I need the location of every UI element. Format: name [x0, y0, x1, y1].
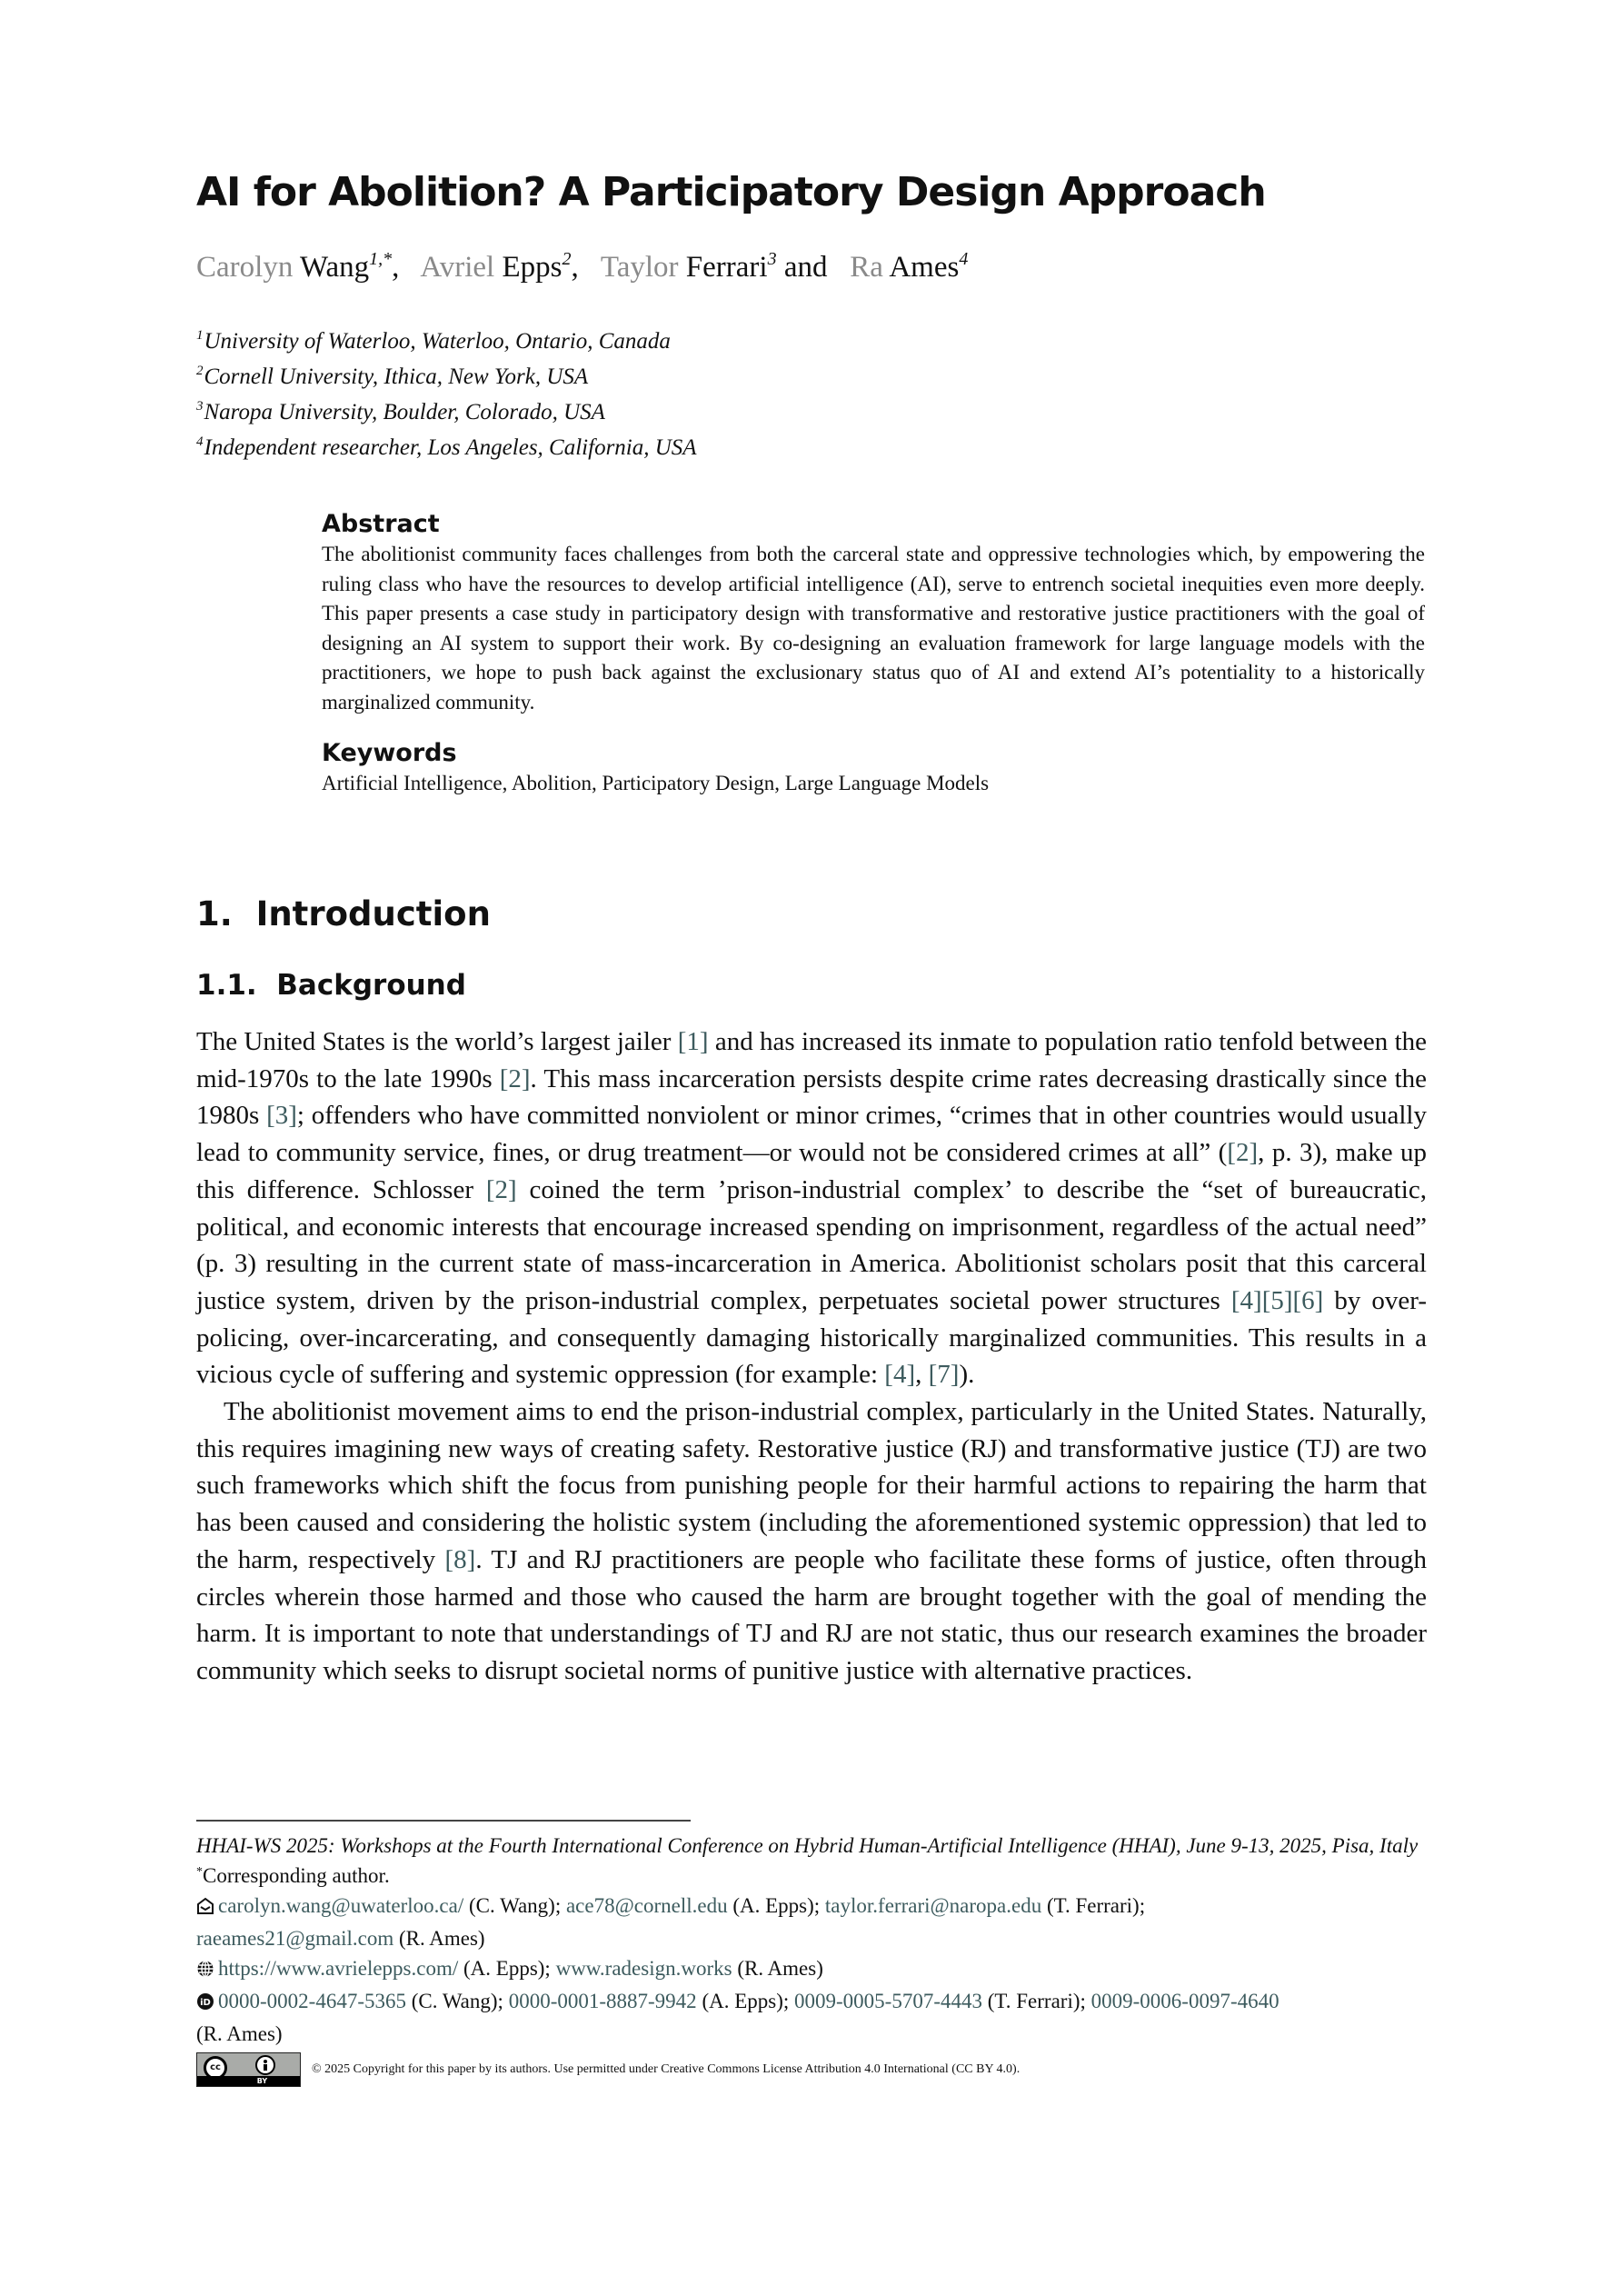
- author: Taylor Ferrari$^3$ and: [600, 249, 842, 284]
- email-link[interactable]: raeames21@gmail.com: [196, 1927, 394, 1950]
- citation-link[interactable]: [1]: [677, 1027, 709, 1056]
- orcid-link[interactable]: 0000-0001-8887-9942: [508, 1990, 697, 2012]
- author: Avriel Epps$^2$,: [420, 249, 594, 284]
- affiliations: [196, 324, 697, 465]
- citation-link[interactable]: [3]: [266, 1101, 297, 1131]
- affiliation: $^3$Naropa University, Boulder, Colorado, USA: [196, 399, 605, 424]
- by-label: BY: [197, 2076, 300, 2086]
- subsection-heading: 1.1. Background: [196, 969, 466, 1002]
- keywords-heading: Keywords: [322, 739, 457, 767]
- author: Carolyn Wang$^{1,*}$,: [196, 249, 414, 284]
- citation-link[interactable]: [8]: [444, 1544, 476, 1574]
- citation-link[interactable]: [2]: [1227, 1138, 1259, 1168]
- paragraph: The abolitionist movement aims to end the prison-industrial complex, particularly in the United States. Naturally, this requires imagining new ways of creating safety. Restorative justice (RJ) and transformative justice (TJ) are two such frameworks which shift the focus from punishing people for their harmful actions to repairing the harm that has been caused and considering the holistic system (including the aforementioned systemic oppression) that led to the harm, respectively [8]. TJ and RJ practitioners are people who facilitate these forms of justice, often through circles wherein those harmed and those who caused the harm are brought together with the goal of mending the harm. It is important to note that understandings of TJ and RJ are not static, thus our research examines the broader community which seeks to disrupt societal norms of punitive justice with alternative practices.: [196, 1397, 1427, 1685]
- author: Ra Ames$^4$: [850, 249, 969, 284]
- citation-link[interactable]: [5]: [1261, 1285, 1293, 1315]
- citation-link[interactable]: [4]: [1230, 1285, 1262, 1315]
- email-line: carolyn.wang@uwaterloo.ca/ (C. Wang); ace78@cornell.edu (A. Epps); taylor.ferrari@naropa.edu (T. Ferrari); raeames21@gmail.com (R. Ames): [196, 1894, 1150, 1950]
- orcid-icon: [196, 1989, 214, 2019]
- author-list: [196, 251, 968, 285]
- paragraph: The United States is the world’s largest jailer [1] and has increased its inmate to population ratio tenfold between the mid-1970s to the late 1990s [2]. This mass incarceration persists despite crime rates decreasing drastically since the 1980s [3]; offenders who have committed nonviolent or minor crimes, “crimes that in other countries would usually lead to community service, fines, or drug treatment—or would not be considered crimes at all” ([2], p. 3), make up this difference. Schlosser [2] coined the term ’prison-industrial complex’ to describe the “set of bureaucratic, political, and economic interests that encourage increased spending on imprisonment, regardless of the actual need” (p. 3) resulting in the current state of mass-incarceration in America. Abolitionist scholars posit that this carceral justice system, driven by the prison-industrial complex, perpetuates societal power structures [4][5][6] by over-policing, over-incarcerating, and consequently damaging historically marginalized communities. This results in a vicious cycle of suffering and systemic oppression (for example: [4], [7]).: [196, 1027, 1428, 1390]
- attribution-person-icon: [255, 2055, 275, 2075]
- affiliation: $^4$Independent researcher, Los Angeles, California, USA: [196, 434, 697, 460]
- citation-link[interactable]: [6]: [1292, 1285, 1324, 1315]
- svg-text:iD: iD: [200, 1998, 211, 2008]
- email-link[interactable]: ace78@cornell.edu: [565, 1894, 728, 1917]
- website-link[interactable]: www.radesign.works: [555, 1957, 732, 1980]
- corresponding-note: *Corresponding author.: [196, 1864, 390, 1887]
- abstract-text: The abolitionist community faces challenges from both the carceral state and oppressive technologies which, by empowering the ruling class who have the resources to develop artificial intelligence (AI), serve to entrench societal inequities even more deeply. This paper presents a case study in participatory design with transformative and restorative justice practitioners with the goal of designing an AI system to support their work. By co-designing an evaluation framework for large language models with the practitioners, we hope to push back against the exclusionary status quo of AI and extend AI’s potentiality to a historically marginalized community.: [322, 543, 1425, 714]
- orcid-line: iD 0000-0002-4647-5365 (C. Wang); 0000-0001-8887-9942 (A. Epps); 0009-0005-5707-4443 (T. Ferrari); 0009-0006-0097-4640 (R. Ames): [196, 1990, 1279, 2045]
- cc-by-badge-icon: [196, 2052, 301, 2087]
- license-line: [196, 2052, 1427, 2087]
- abstract-heading: Abstract: [322, 510, 440, 538]
- keywords-text: Artificial Intelligence, Abolition, Participatory Design, Large Language Models: [322, 772, 990, 794]
- paper-title: AI for Abolition? A Participatory Design Approach: [196, 169, 1266, 215]
- affiliation: $^2$Cornell University, Ithica, New York, USA: [196, 364, 589, 389]
- website-link[interactable]: https://www.avrielepps.com/: [218, 1957, 459, 1980]
- envelope-icon: [196, 1893, 214, 1923]
- email-link[interactable]: taylor.ferrari@naropa.edu: [824, 1894, 1042, 1917]
- globe-icon: [196, 1956, 214, 1986]
- abstract: [322, 509, 1425, 717]
- venue-note: HHAI-WS 2025: Workshops at the Fourth International Conference on Hybrid Human-Artificial Intelligence (HHAI), June 9-13, 2025, Pisa, Italy: [196, 1834, 1419, 1857]
- citation-link[interactable]: [4]: [884, 1360, 916, 1390]
- citation-link[interactable]: [2]: [499, 1063, 531, 1093]
- license-text: © 2025 Copyright for this paper by its authors. Use permitted under Creative Commons License Attribution 4.0 International (CC BY 4.0).: [312, 2062, 1021, 2076]
- orcid-link[interactable]: 0000-0002-4647-5365: [218, 1990, 406, 2012]
- orcid-link[interactable]: 0009-0006-0097-4640: [1090, 1990, 1279, 2012]
- orcid-link[interactable]: 0009-0005-5707-4443: [794, 1990, 982, 2012]
- citation-link[interactable]: [2]: [485, 1174, 517, 1204]
- email-link[interactable]: carolyn.wang@uwaterloo.ca/: [218, 1894, 464, 1917]
- footnote-rule: [196, 1820, 691, 1822]
- affiliation: $^1$University of Waterloo, Waterloo, Ontario, Canada: [196, 328, 671, 354]
- citation-link[interactable]: [7]: [928, 1360, 960, 1390]
- footnotes: [196, 1820, 1427, 2087]
- section-heading: 1. Introduction: [196, 894, 491, 933]
- keywords: [322, 738, 1425, 798]
- body-text: [196, 1023, 1427, 1690]
- website-line: https://www.avrielepps.com/ (A. Epps); www.radesign.works (R. Ames): [196, 1953, 1427, 1986]
- cc-icon: cc: [204, 2056, 227, 2080]
